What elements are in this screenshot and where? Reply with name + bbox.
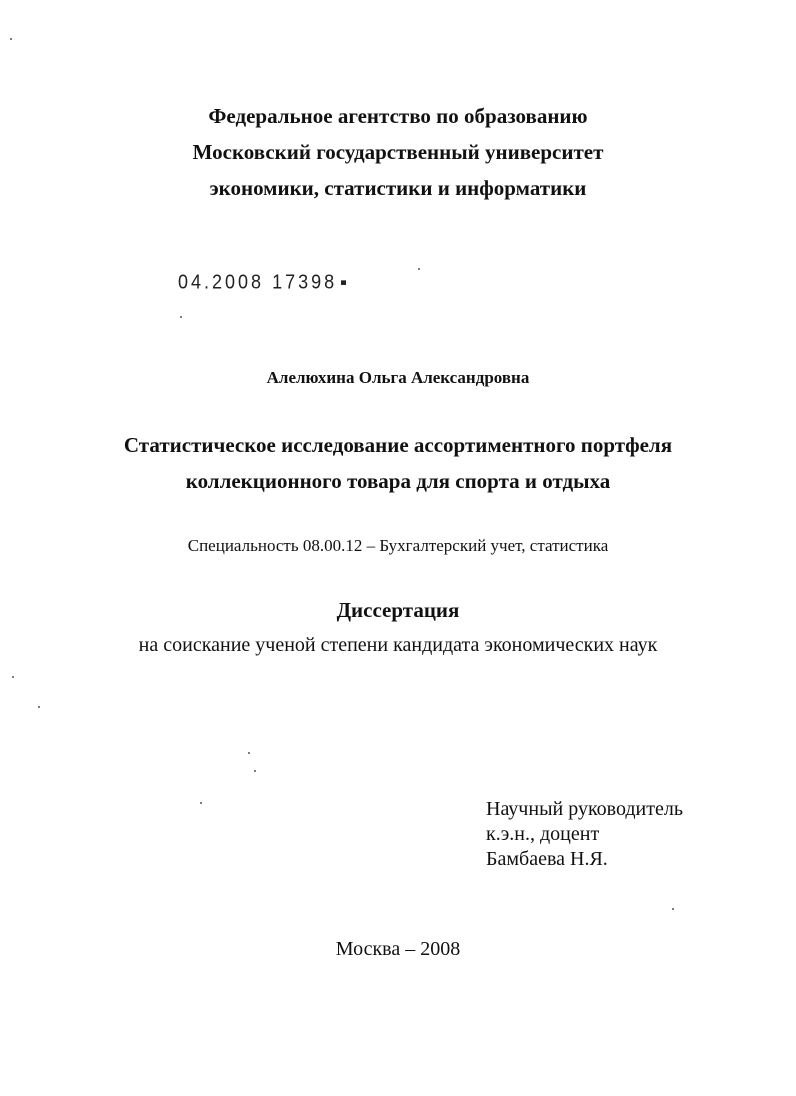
organization-line-1: Федеральное агентство по образованию [208,104,588,128]
scan-speck [254,770,256,772]
scan-speck [418,268,420,270]
advisor-credentials: к.э.н., доцент [486,823,600,845]
dissertation-title-line-2: коллекционного товара для спорта и отдыха [185,469,611,493]
scan-speck [38,706,40,708]
document-type: Диссертация [336,598,460,622]
advisor-name: Бамбаева Н.Я. [486,848,608,870]
scan-speck [180,316,182,318]
scan-speck [12,676,14,678]
degree-statement: на соискание ученой степени кандидата экономических наук [138,634,658,656]
stamp-number-text: 04.2008 17398 [178,270,338,293]
organization-line-2: Московский государственный университет [192,140,604,164]
stamp-mark [341,281,346,286]
scan-speck [200,802,202,804]
scan-speck [248,752,250,754]
library-stamp-number [178,270,346,294]
scan-speck [10,38,12,40]
advisor-role: Научный руководитель [486,798,683,820]
city-year: Москва – 2008 [335,938,461,960]
organization-line-3: экономики, статистики и информатики [209,176,587,200]
scan-speck [672,908,674,910]
dissertation-title-line-1: Статистическое исследование ассортиментного портфеля [123,433,673,457]
specialty: Специальность 08.00.12 – Бухгалтерский учет, статистика [187,536,609,555]
author-name: Алелюхина Ольга Александровна [266,368,530,387]
